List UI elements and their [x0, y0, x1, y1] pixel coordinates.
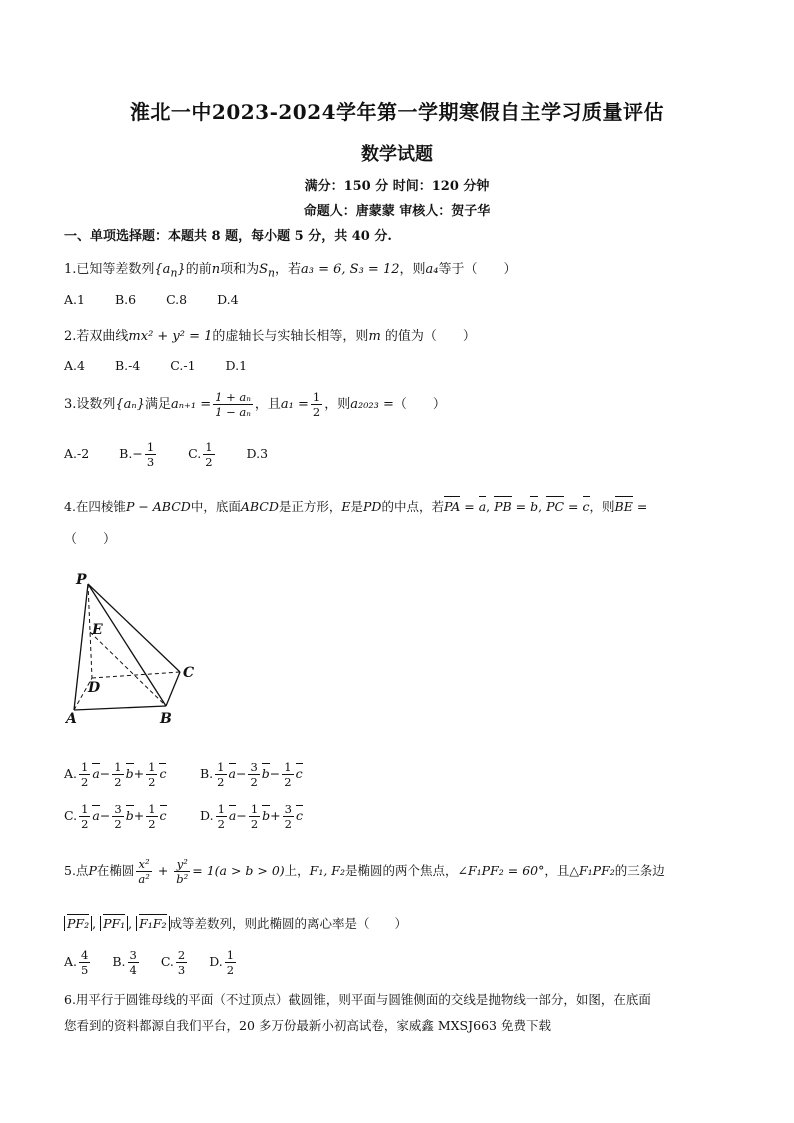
- q5-text-c: 上，: [284, 863, 310, 878]
- footer-note: 您看到的资料都源自我们平台，20 多万份最新小初高试卷，家威鑫 MXSJ663 免费下载: [64, 1018, 551, 1033]
- q1-option-d[interactable]: D.4: [217, 292, 239, 307]
- q1-S-letter: S: [259, 262, 269, 277]
- q3-fraction: [213, 390, 253, 419]
- q5-option-letter: D.: [209, 954, 223, 969]
- q4-PD: PD: [363, 499, 382, 514]
- q2-options: [64, 358, 273, 373]
- q5-option-b[interactable]: [112, 948, 141, 977]
- q1-seq: [154, 262, 186, 280]
- q4-option-sign: −: [99, 766, 111, 781]
- q1-option-b[interactable]: B.6: [114, 292, 137, 307]
- question-5: 5.点P在椭圆 $\frac{\text{x²}}{\text{a²}}$ + $\frac{\text{y²}}{\text{b²}}$ = 1(a > b > 0)上，F₁, F₂是椭圆的两个焦点，∠F₁PF₂ = 60°，且△F₁PF₂的三条边: [64, 857, 665, 886]
- q3-option-c-frac: [203, 440, 214, 469]
- q4-option-frac: [79, 802, 90, 831]
- q4-option-sign: −: [269, 766, 281, 781]
- q5-option-frac: [128, 948, 139, 977]
- q3-option-c-den: 2: [205, 455, 213, 469]
- q5-triangle: △F₁PF₂: [569, 863, 615, 878]
- q5-ellipse-rest: = 1(a > b > 0): [192, 863, 285, 878]
- q2-text-b: 的虚轴长与实轴长相等，则: [212, 329, 369, 344]
- q4-option-a[interactable]: [64, 760, 166, 789]
- label-A: A: [66, 711, 77, 727]
- q4-option-sign: +: [133, 766, 145, 781]
- q4-option-den: 2: [148, 775, 156, 789]
- q5-option-d[interactable]: [209, 948, 238, 977]
- q4-option-vector: b: [261, 766, 270, 781]
- q4-option-num: 1: [81, 760, 89, 774]
- q5-option-frac: [79, 948, 90, 977]
- q5-x2: x²: [136, 857, 151, 872]
- q2-m: m: [368, 329, 381, 344]
- q5-text-b: 在椭圆: [96, 863, 135, 878]
- q4-pyramid: P − ABCD: [125, 499, 191, 514]
- q4-option-num: 3: [114, 802, 122, 816]
- q3-a1: a₁ =: [280, 397, 309, 412]
- q3-seq: {aₙ}: [115, 397, 145, 412]
- q3-option-b-den: 3: [146, 455, 155, 469]
- q4-paren: （ ）: [64, 532, 117, 547]
- q4-option-num: 1: [148, 760, 156, 774]
- q2-option-b[interactable]: B.-4: [114, 358, 141, 373]
- q4-option-vector: b: [262, 808, 271, 823]
- q5-option-den: 3: [177, 963, 186, 977]
- q5-text-a: 5.点: [64, 863, 89, 878]
- q4-option-vector: c: [295, 766, 303, 781]
- q2-option-d[interactable]: D.1: [225, 358, 248, 373]
- q4-option-den: 2: [250, 775, 258, 789]
- q4-option-vector: a: [92, 766, 100, 781]
- q4-option-sign: −: [236, 808, 247, 823]
- q4-base: ABCD: [240, 499, 279, 514]
- q3-option-c-prefix: C.: [188, 446, 202, 461]
- q4-option-den: 2: [81, 817, 89, 831]
- q5-frac-x: [136, 857, 151, 886]
- q5-text-f: 的三条边: [614, 863, 665, 878]
- q4-option-frac: [79, 760, 90, 789]
- q3-lhs: aₙ₊₁ =: [170, 397, 212, 412]
- label-E: E: [92, 622, 103, 638]
- q4-option-vector: c: [295, 808, 303, 823]
- q4-option-den: 2: [284, 817, 292, 831]
- q4-option-vector: a: [92, 808, 100, 823]
- q1-text-a: 1.已知等差数列: [64, 262, 155, 277]
- q4-option-b[interactable]: [200, 760, 303, 789]
- q5-foci: F₁, F₂: [309, 863, 345, 878]
- q3-option-d[interactable]: D.3: [246, 446, 269, 461]
- q4-option-letter: A.: [64, 766, 78, 781]
- q1-S: [259, 262, 275, 280]
- q4-E: E: [341, 499, 351, 514]
- q3-text-e: （ ）: [393, 397, 446, 412]
- q3-option-c-num: 1: [205, 440, 213, 454]
- q3-a1-den: 2: [312, 405, 321, 419]
- q5-option-frac: [176, 948, 187, 977]
- q4-option-letter: D.: [200, 808, 214, 823]
- q2-text-c: 的值为（ ）: [380, 329, 476, 344]
- q4-option-vector: a: [228, 808, 237, 823]
- q2-equation: mx² + y² = 1: [128, 329, 213, 344]
- exam-title: 淮北一中2023-2024学年第一学期寒假自主学习质量评估: [129, 100, 665, 124]
- q5-option-num: 2: [177, 948, 186, 962]
- q3-text-c: ，且: [254, 397, 281, 412]
- q4-option-vector: c: [159, 808, 167, 823]
- q5-text-d: 是椭圆的两个焦点，: [345, 863, 458, 878]
- q4-option-sign: +: [133, 808, 145, 823]
- q4-option-den: 2: [114, 817, 122, 831]
- q4-option-sign: +: [270, 808, 281, 823]
- q5-option-c[interactable]: [160, 948, 189, 977]
- q3-a1-num: 1: [312, 390, 321, 404]
- q4-option-den: 2: [217, 817, 225, 831]
- q3-a1-fraction: [311, 390, 322, 419]
- q5-b2: b²: [176, 872, 189, 886]
- q3-text-b: 满足: [144, 397, 171, 412]
- q5-option-frac: [225, 948, 236, 977]
- q5-option-letter: B.: [112, 954, 126, 969]
- q4-option-frac: [215, 760, 226, 789]
- q3-options: [64, 440, 294, 469]
- q4-option-vector: b: [125, 808, 134, 823]
- q5-frac-y: [174, 857, 190, 886]
- exam-meta-time: 满分：150 分 时间：120 分钟: [304, 179, 490, 194]
- q3-option-b-num: 1: [146, 440, 155, 454]
- q4-option-frac: [146, 802, 157, 831]
- q4-text-e: 的中点，若: [381, 499, 444, 514]
- q2-option-c[interactable]: C.-1: [170, 358, 196, 373]
- q4-vec-BE: BE: [614, 499, 633, 514]
- q4-option-sign: −: [99, 808, 111, 823]
- q1-option-a[interactable]: A.1: [64, 292, 85, 307]
- q4-vec-PA: PA: [443, 499, 461, 514]
- edge-AB: [74, 706, 166, 710]
- exam-subject: 数学试题: [361, 144, 433, 165]
- q1-text-e: ，则: [399, 262, 426, 277]
- q4-option-frac: [146, 760, 157, 789]
- q5-option-num: 1: [226, 948, 235, 962]
- q4-option-vector: a: [228, 766, 236, 781]
- q4-option-den: 2: [114, 775, 122, 789]
- q4-option-num: 1: [217, 760, 225, 774]
- q3-option-b-prefix: B.−: [119, 446, 143, 461]
- q4-option-num: 1: [148, 802, 156, 816]
- q4-text-c: 是正方形，: [278, 499, 342, 514]
- q4-option-den: 2: [81, 775, 89, 789]
- section-heading: 一、单项选择题：本题共 8 题，每小题 5 分，共 40 分.: [64, 229, 392, 244]
- q3-text-d: ，则: [324, 397, 351, 412]
- q5-option-a[interactable]: [64, 948, 92, 977]
- q4-vec-c: c: [582, 499, 590, 514]
- q4-option-sign: −: [235, 766, 247, 781]
- q4-option-num: 3: [250, 760, 258, 774]
- q5-option-num: 4: [81, 948, 89, 962]
- q4-text-b: 中，底面: [190, 499, 241, 514]
- q1-text-f: 等于（ ）: [438, 262, 517, 277]
- q1-options: [64, 292, 265, 307]
- q5-side-PF1: PF₁: [100, 916, 128, 931]
- label-P: P: [76, 572, 87, 588]
- q3-frac-num: 1 + aₙ: [215, 390, 251, 404]
- q4-text-f: ，则: [589, 499, 615, 514]
- q3-option-b[interactable]: [119, 440, 158, 469]
- q5-option-letter: C.: [160, 954, 174, 969]
- q1-n: n: [211, 262, 221, 277]
- q1-S-sub: n: [268, 266, 275, 280]
- question-6: 6.用平行于圆锥母线的平面（不过顶点）截圆锥，则平面与圆锥侧面的交线是抛物线一部分，如图，在底面: [64, 992, 651, 1007]
- q4-vec-a: a: [478, 499, 487, 514]
- q4-vec-b: b: [530, 499, 539, 514]
- label-D: D: [88, 680, 101, 696]
- q4-option-frac: [283, 802, 294, 831]
- q3-option-b-frac: [145, 440, 156, 469]
- q1-text-c: 项和为: [220, 262, 260, 277]
- q4-option-num: 1: [81, 802, 89, 816]
- q4-option-letter: C.: [64, 808, 78, 823]
- q1-text-b: 的前: [185, 262, 212, 277]
- q1-option-c[interactable]: C.8: [166, 292, 188, 307]
- q4-text-d: 是: [350, 499, 364, 514]
- q5-options: [64, 948, 238, 977]
- q4-text-a: 4.在四棱锥: [64, 499, 126, 514]
- label-B: B: [160, 711, 172, 727]
- q1-text-d: ，若: [275, 262, 302, 277]
- q5-angle: ∠F₁PF₂ = 60°: [457, 863, 545, 878]
- q4-option-num: 1: [284, 760, 292, 774]
- q4-option-d[interactable]: [200, 802, 303, 831]
- q5-a2: a²: [138, 872, 150, 886]
- q4-option-den: 2: [284, 775, 292, 789]
- q4-vec-PB: PB: [494, 499, 512, 514]
- label-C: C: [183, 665, 195, 681]
- q5-option-den: 5: [81, 963, 89, 977]
- q4-option-den: 2: [250, 817, 259, 831]
- q4-option-num: 1: [114, 760, 122, 774]
- q4-option-den: 2: [217, 775, 225, 789]
- edge-BC: [166, 672, 180, 706]
- q3-option-a[interactable]: A.-2: [64, 446, 90, 461]
- q4-option-letter: B.: [200, 766, 214, 781]
- exam-meta-authors: 命题人：唐蒙蒙 审核人：贺子华: [303, 204, 491, 219]
- q1-a4: a₄: [425, 262, 439, 277]
- q5-P: P: [88, 863, 97, 878]
- segment-BE: [90, 632, 166, 706]
- q5-option-den: 4: [129, 963, 137, 977]
- q4-option-frac: [282, 760, 293, 789]
- q5-side-PF2: PF₂: [64, 916, 92, 931]
- q4-option-frac: [112, 760, 123, 789]
- q4-option-frac: [249, 802, 260, 831]
- q5-option-letter: A.: [64, 954, 78, 969]
- q5-text-e: ，且: [544, 863, 570, 878]
- q4-option-vector: b: [125, 766, 134, 781]
- q4-option-vector: c: [159, 766, 167, 781]
- q5-side-F1F2: F₁F₂: [136, 916, 169, 931]
- q3-frac-den: 1 − aₙ: [215, 405, 251, 419]
- question-2: [64, 325, 476, 344]
- q1-seq-sub: n: [170, 266, 178, 280]
- question-3: [64, 390, 446, 419]
- q5-sides: PF₂ , PF₁ , F₁F₂ 成等差数列，则此椭圆的离心率是（ ）: [64, 914, 407, 932]
- q2-option-a[interactable]: A.4: [64, 358, 85, 373]
- q5-text-g: 成等差数列，则此椭圆的离心率是（ ）: [169, 916, 408, 931]
- q3-a2023: a₂₀₂₃ =: [350, 397, 394, 412]
- q3-option-c[interactable]: [188, 440, 216, 469]
- q4-option-frac: [248, 760, 259, 789]
- q1-seq-close: }: [177, 262, 186, 277]
- edge-PA: [74, 584, 88, 710]
- q5-option-den: 2: [226, 963, 235, 977]
- question-1: [64, 258, 517, 280]
- q4-option-den: 2: [148, 817, 156, 831]
- q5-y2: y²: [174, 857, 190, 872]
- q4-option-c[interactable]: [64, 802, 167, 831]
- q2-text-a: 2.若双曲线: [64, 329, 129, 344]
- q4-option-num: 1: [217, 802, 225, 816]
- q4-option-frac: [112, 802, 123, 831]
- q4-option-num: 1: [250, 802, 259, 816]
- q4-option-num: 3: [284, 802, 292, 816]
- q1-condition: a₃ = 6, S₃ = 12: [301, 262, 400, 277]
- q4-vec-PC: PC: [546, 499, 565, 514]
- pyramid-figure: [62, 570, 222, 730]
- question-4: 4.在四棱锥P − ABCD中，底面ABCD是正方形，E是PD的中点，若PA = a, PB = b, PC = c，则BE =: [64, 499, 648, 514]
- q5-option-num: 3: [129, 948, 137, 962]
- q1-seq-open: {a: [154, 262, 171, 277]
- q3-text-a: 3.设数列: [64, 397, 116, 412]
- q4-eq: =: [632, 499, 648, 514]
- q4-option-frac: [216, 802, 227, 831]
